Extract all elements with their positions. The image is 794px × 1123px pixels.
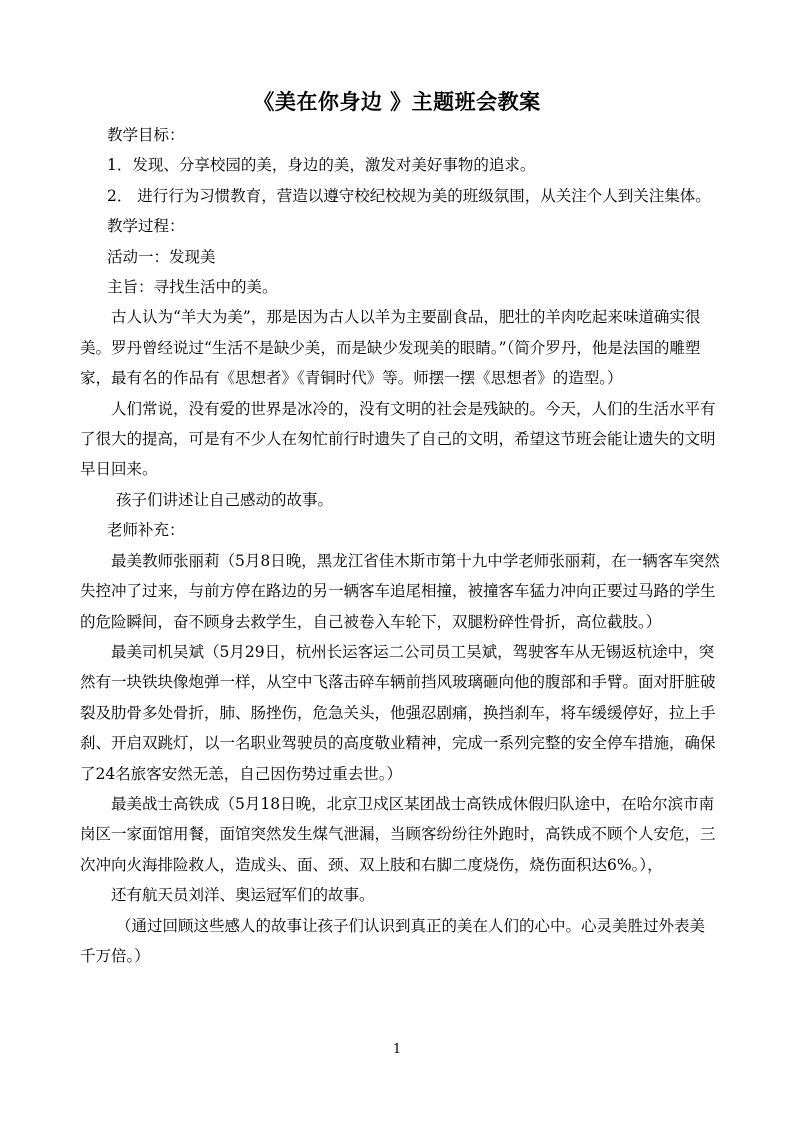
teacher-supplement-heading: 老师补充： (107, 521, 185, 540)
section-heading-teaching-goals: 教学目标： (107, 126, 185, 144)
document-title: 《美在你身边 》主题班会教案 (253, 89, 541, 114)
body-paragraph: 人们常说，没有爱的世界是冰冷的，没有文明的社会是残缺的。今天，人们的生活水平有了很大的提高，可是有不少人在匆忙前行时遗失了自己的文明，希望这节班会能让遗失的文明早日回来。 (80, 399, 716, 479)
activity-purpose: 主旨：寻找生活中的美。 (107, 278, 278, 297)
goal-item-1: 1．发现、分享校园的美，身边的美，激发对美好事物的追求。 (107, 156, 536, 175)
page-number: 1 (392, 1042, 402, 1057)
story-paragraph: 最美教师张丽莉（5月8日晚，黑龙江省佳木斯市第十九中学老师张丽莉，在一辆客车突然失控冲了过来，与前方停在路边的另一辆客车追尾相撞，被撞客车猛力冲向正要过马路的学生的危险瞬间，奋不顾身去救学生，自己被卷入车轮下，双腿粉碎性骨折，高位截肢。） (80, 551, 720, 631)
body-paragraph: 还有航天员刘洋、奥运冠军们的故事。 (111, 886, 375, 905)
document-body (80, 120, 720, 971)
activity-heading: 活动一：发现美 (107, 247, 216, 266)
summary-paragraph: （通过回顾这些感人的故事让孩子们认识到真正的美在人们的心中。心灵美胜过外表美千万倍。） (80, 916, 706, 965)
story-paragraph: 最美司机吴斌（5月29日，杭州长运客运二公司员工吴斌，驾驶客车从无锡返杭途中，突然有一块铁块像炮弹一样，从空中飞落击碎车辆前挡风玻璃砸向他的腹部和手臂。面对肝脏破裂及肋骨多处骨折，肺、肠挫伤，危急关头，他强忍剧痛，换挡刹车，将车缓缓停好，拉上手刹、开启双跳灯，以一名职业驾驶员的高度敬业精神，完成一系列完整的安全停车措施，确保了24名旅客安然无恙，自己因伤势过重去世。） (80, 642, 716, 783)
story-paragraph: 最美战士高铁成（5月18日晚，北京卫戍区某团战士高铁成休假归队途中，在哈尔滨市南岗区一家面馆用餐，面馆突然发生煤气泄漏，当顾客纷纷往外跑时，高铁成不顾个人安危，三次冲向火海排险救人，造成头、面、颈、双上肢和右脚二度烧伤，烧伤面积达6%。）， (80, 794, 716, 874)
section-heading-teaching-process: 教学过程： (107, 217, 185, 236)
goal-item-2: 2． 进行行为习惯教育，营造以遵守校纪校规为美的班级氛围，从关注个人到关注集体。 (107, 186, 711, 205)
body-paragraph: 孩子们讲述让自己感动的故事。 (116, 490, 334, 509)
body-paragraph: 古人认为“羊大为美”，那是因为古人以羊为主要副食品，肥壮的羊肉吃起来味道确实很美。罗丹曾经说过“生活不是缺少美，而是缺少发现美的眼睛。”（简介罗丹，他是法国的雕塑家，最有名的作品有《思想者》《青铜时代》等。师摆一摆《思想者》的造型。） (80, 308, 701, 388)
